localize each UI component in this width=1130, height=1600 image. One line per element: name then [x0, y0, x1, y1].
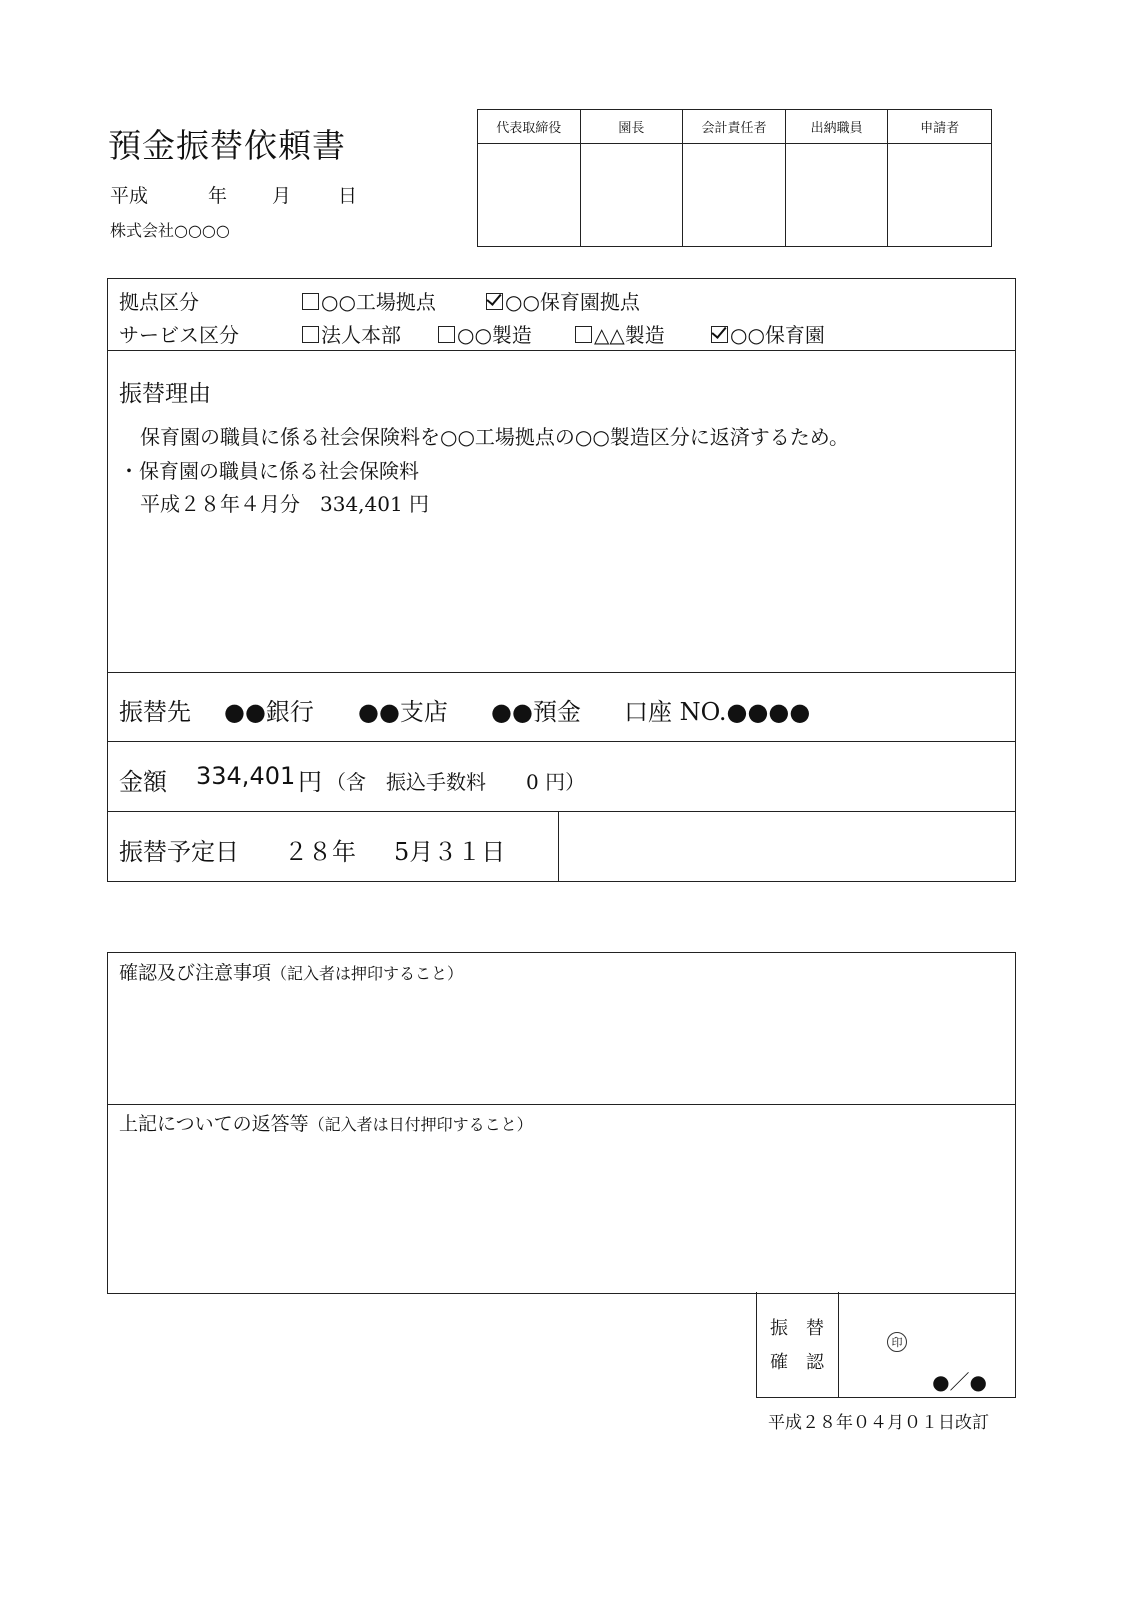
approval-header-applicant: 申請者	[888, 110, 991, 144]
scheduled-year: ２８年	[284, 838, 356, 866]
unchecked-box-icon	[438, 326, 455, 343]
service-option-manufacturing-2[interactable]	[575, 319, 665, 348]
amount-fee-note: （含 振込手数料 0 円）	[326, 770, 586, 794]
checked-box-icon	[486, 293, 503, 310]
document-title: 預金振替依頼書	[108, 126, 346, 165]
approval-header-principal: 園長	[581, 110, 684, 144]
confirm-notes-instruction: （記入者は押印すること）	[271, 964, 464, 983]
transfer-form	[107, 278, 1016, 882]
approval-stamp-table	[477, 109, 992, 247]
approval-header-ceo: 代表取締役	[478, 110, 581, 144]
transfer-confirmation-box[interactable]	[756, 1292, 1016, 1398]
option-label: ○○保育園拠点	[505, 290, 640, 314]
amount-unit: 円	[298, 768, 322, 796]
confirm-notes-heading	[119, 958, 463, 985]
scheduled-date: 5月３１日	[394, 838, 506, 866]
revision-note: 平成２８年０４月０１日改訂	[768, 1413, 989, 1433]
reason-row[interactable]	[108, 351, 1015, 673]
reason-line-2: ・保育園の職員に係る社会保険料	[119, 459, 419, 483]
date-year-unit: 年	[208, 185, 228, 207]
amount-row[interactable]	[108, 742, 1015, 812]
company-name: 株式会社○○○○	[110, 221, 230, 240]
base-option-factory[interactable]	[302, 286, 436, 315]
service-option-head-office[interactable]	[302, 319, 401, 348]
service-option-nursery[interactable]	[711, 319, 825, 348]
scheduled-date-row[interactable]	[108, 812, 1015, 881]
category-row	[108, 279, 1015, 351]
approval-header-cashier: 出納職員	[786, 110, 889, 144]
column-divider	[838, 1292, 839, 1397]
base-category-label: 拠点区分	[119, 290, 199, 314]
destination-row[interactable]	[108, 673, 1015, 742]
unchecked-box-icon	[302, 326, 319, 343]
unchecked-box-icon	[575, 326, 592, 343]
confirm-label-line1: 振 替	[770, 1318, 824, 1339]
confirm-label-line2: 確 認	[770, 1352, 824, 1373]
reason-line-1: 保育園の職員に係る社会保険料を○○工場拠点の○○製造区分に返済するため。	[140, 425, 850, 449]
column-divider	[558, 812, 559, 881]
seal-mark-icon: 印	[887, 1332, 907, 1352]
reason-line-3: 平成２８年４月分 334,401 円	[140, 492, 430, 516]
destination-label: 振替先	[119, 698, 191, 726]
reply-notes-label: 上記についての返答等	[119, 1113, 309, 1135]
service-option-manufacturing-1[interactable]	[438, 319, 532, 348]
destination-deposit: ●●預金	[491, 698, 581, 726]
unchecked-box-icon	[302, 293, 319, 310]
destination-account: 口座 NO.●●●●	[624, 698, 811, 726]
amount-label: 金額	[119, 768, 167, 796]
date-era: 平成	[110, 185, 149, 207]
reply-notes-heading	[119, 1109, 533, 1136]
base-option-nursery[interactable]	[486, 286, 640, 315]
option-label: △△製造	[594, 323, 665, 347]
confirm-notes-label: 確認及び注意事項	[119, 962, 272, 984]
option-label: ○○保育園	[730, 323, 825, 347]
approval-stamp-cashier[interactable]	[786, 144, 889, 246]
amount-value: 334,401	[196, 762, 296, 790]
notes-section	[107, 952, 1016, 1294]
reason-label: 振替理由	[119, 381, 211, 407]
reply-notes-instruction: （記入者は日付押印すること）	[308, 1115, 533, 1134]
destination-bank: ●●銀行	[224, 698, 314, 726]
approval-stamp-principal[interactable]	[581, 144, 684, 246]
date-month-unit: 月	[272, 185, 292, 207]
service-category-label: サービス区分	[119, 323, 239, 347]
approval-stamp-applicant[interactable]	[888, 144, 991, 246]
section-divider	[108, 1104, 1015, 1105]
approval-stamp-accounting[interactable]	[683, 144, 786, 246]
checked-box-icon	[711, 326, 728, 343]
approval-header-accounting: 会計責任者	[683, 110, 786, 144]
approval-stamp-ceo[interactable]	[478, 144, 581, 246]
date-day-unit: 日	[338, 185, 358, 207]
scheduled-date-label: 振替予定日	[119, 838, 239, 866]
option-label: 法人本部	[321, 323, 401, 347]
confirm-date: ●／●	[932, 1370, 987, 1394]
destination-branch: ●●支店	[358, 698, 448, 726]
option-label: ○○製造	[457, 323, 532, 347]
option-label: ○○工場拠点	[321, 290, 436, 314]
